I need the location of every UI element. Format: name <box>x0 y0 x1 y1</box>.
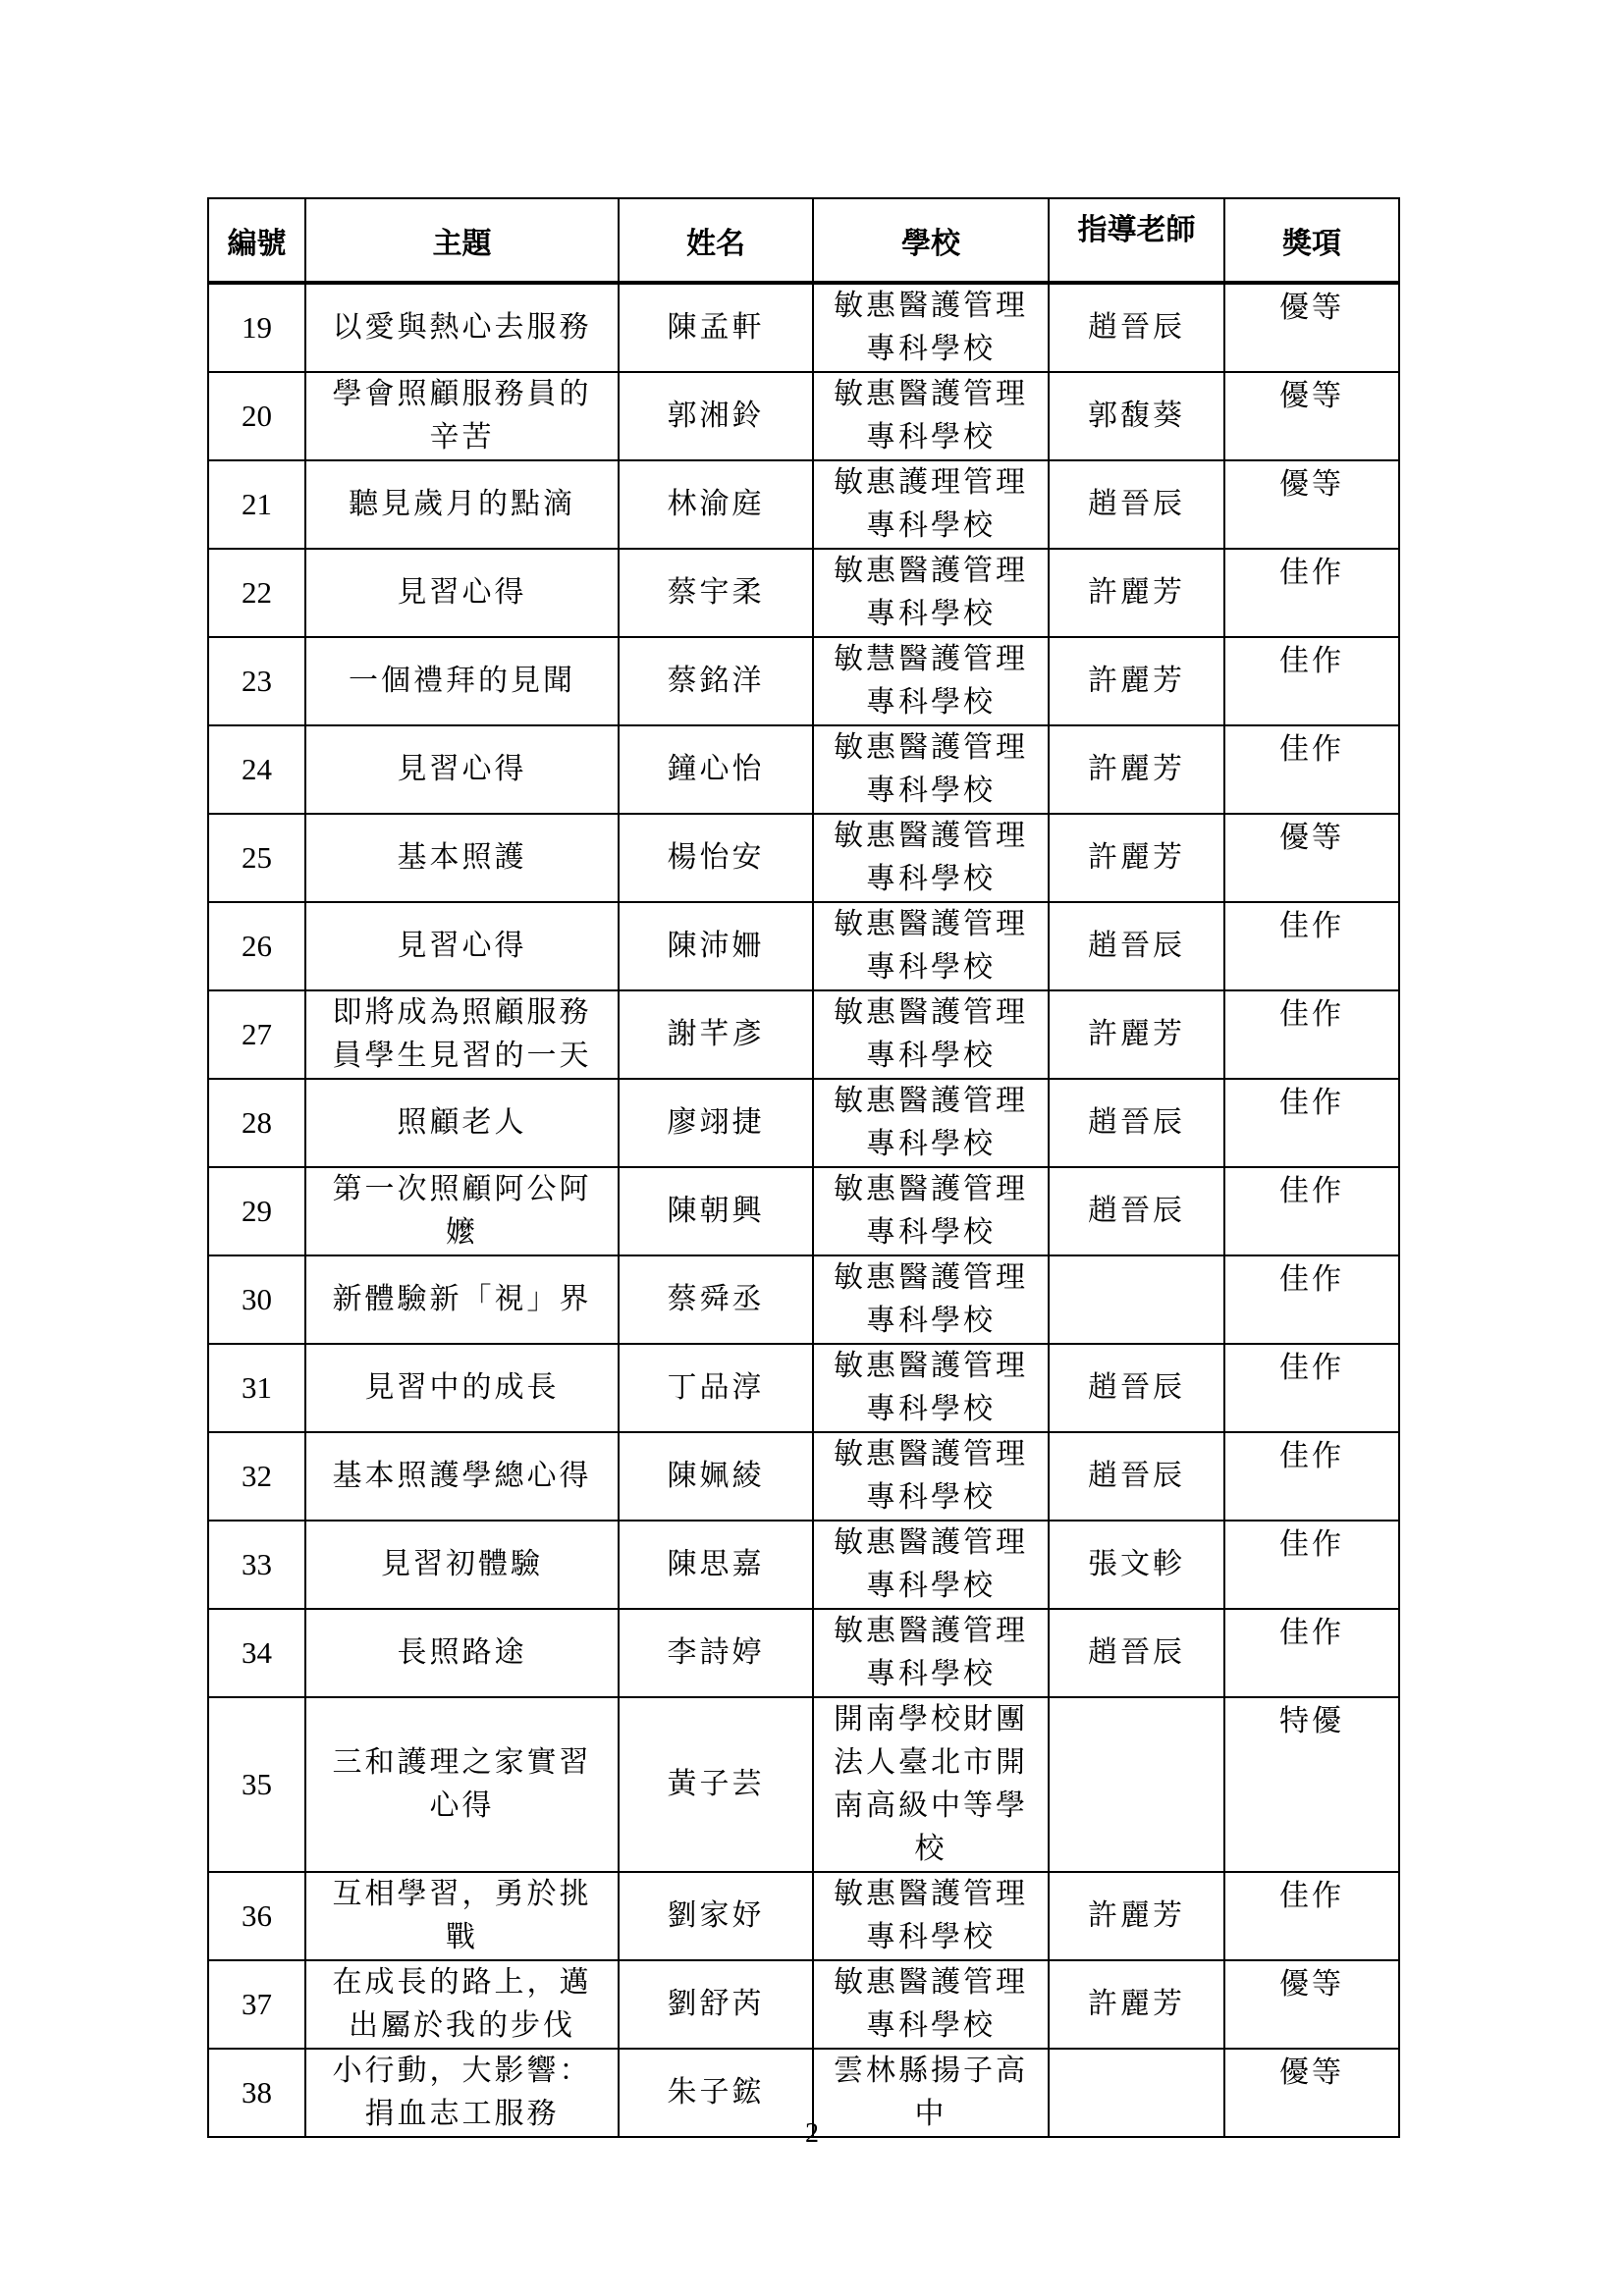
cell-award: 優等 <box>1224 460 1399 549</box>
cell-school: 敏惠醫護管理專科學校 <box>813 1432 1049 1521</box>
table-row <box>208 283 1399 372</box>
cell-id: 38 <box>208 2049 305 2137</box>
cell-topic: 第一次照顧阿公阿嬤 <box>305 1167 619 1255</box>
table-row <box>208 637 1399 725</box>
cell-topic: 基本照護學總心得 <box>305 1432 619 1521</box>
cell-topic: 見習心得 <box>305 725 619 814</box>
cell-school: 敏惠醫護管理專科學校 <box>813 1609 1049 1697</box>
cell-teacher: 許麗芳 <box>1049 814 1224 902</box>
table-row <box>208 814 1399 902</box>
cell-name: 朱子鋐 <box>619 2049 813 2137</box>
results-table <box>207 197 1400 2138</box>
cell-award: 佳作 <box>1224 1079 1399 1167</box>
cell-id: 29 <box>208 1167 305 1255</box>
page-number: 2 <box>805 2118 819 2149</box>
cell-school: 敏惠醫護管理專科學校 <box>813 902 1049 990</box>
table-row <box>208 902 1399 990</box>
cell-name: 謝芊彥 <box>619 990 813 1079</box>
cell-topic: 以愛與熱心去服務 <box>305 283 619 372</box>
table-row <box>208 1872 1399 1960</box>
cell-teacher: 許麗芳 <box>1049 549 1224 637</box>
cell-name: 廖翊捷 <box>619 1079 813 1167</box>
cell-name: 鐘心怡 <box>619 725 813 814</box>
cell-id: 35 <box>208 1697 305 1872</box>
cell-school: 敏惠醫護管理專科學校 <box>813 1521 1049 1609</box>
cell-award: 優等 <box>1224 1960 1399 2049</box>
cell-name: 蔡銘洋 <box>619 637 813 725</box>
cell-topic: 見習心得 <box>305 549 619 637</box>
cell-topic: 聽見歲月的點滴 <box>305 460 619 549</box>
cell-school: 敏惠醫護管理專科學校 <box>813 1344 1049 1432</box>
cell-name: 劉舒芮 <box>619 1960 813 2049</box>
cell-id: 33 <box>208 1521 305 1609</box>
cell-teacher: 趙晉辰 <box>1049 1079 1224 1167</box>
cell-name: 蔡舜丞 <box>619 1255 813 1344</box>
cell-award: 佳作 <box>1224 1872 1399 1960</box>
cell-id: 25 <box>208 814 305 902</box>
table-body <box>208 283 1399 2137</box>
cell-school: 敏惠醫護管理專科學校 <box>813 1255 1049 1344</box>
cell-award: 佳作 <box>1224 1521 1399 1609</box>
cell-name: 陳沛姍 <box>619 902 813 990</box>
cell-teacher: 趙晉辰 <box>1049 1167 1224 1255</box>
cell-topic: 照顧老人 <box>305 1079 619 1167</box>
cell-school: 敏惠醫護管理專科學校 <box>813 372 1049 460</box>
cell-award: 優等 <box>1224 372 1399 460</box>
cell-award: 佳作 <box>1224 637 1399 725</box>
cell-id: 37 <box>208 1960 305 2049</box>
cell-topic: 互相學習，勇於挑戰 <box>305 1872 619 1960</box>
cell-topic: 即將成為照顧服務員學生見習的一天 <box>305 990 619 1079</box>
table-row <box>208 1167 1399 1255</box>
cell-topic: 學會照顧服務員的辛苦 <box>305 372 619 460</box>
cell-school: 雲林縣揚子高中 <box>813 2049 1049 2137</box>
cell-topic: 基本照護 <box>305 814 619 902</box>
cell-school: 敏惠醫護管理專科學校 <box>813 1872 1049 1960</box>
table-row <box>208 460 1399 549</box>
cell-school: 敏惠醫護管理專科學校 <box>813 990 1049 1079</box>
cell-school: 敏惠醫護管理專科學校 <box>813 725 1049 814</box>
cell-award: 優等 <box>1224 814 1399 902</box>
cell-id: 36 <box>208 1872 305 1960</box>
table-row <box>208 1960 1399 2049</box>
table-row <box>208 372 1399 460</box>
cell-id: 31 <box>208 1344 305 1432</box>
cell-topic: 三和護理之家實習心得 <box>305 1697 619 1872</box>
cell-name: 蔡宇柔 <box>619 549 813 637</box>
cell-school: 敏惠醫護管理專科學校 <box>813 1167 1049 1255</box>
cell-award: 佳作 <box>1224 1344 1399 1432</box>
cell-id: 23 <box>208 637 305 725</box>
table-row <box>208 1432 1399 1521</box>
cell-award: 佳作 <box>1224 1255 1399 1344</box>
cell-id: 32 <box>208 1432 305 1521</box>
cell-name: 李詩婷 <box>619 1609 813 1697</box>
table-row <box>208 1521 1399 1609</box>
cell-name: 陳孟軒 <box>619 283 813 372</box>
cell-name: 陳朝興 <box>619 1167 813 1255</box>
cell-name: 陳姵綾 <box>619 1432 813 1521</box>
cell-award: 佳作 <box>1224 1167 1399 1255</box>
cell-award: 佳作 <box>1224 990 1399 1079</box>
cell-award: 佳作 <box>1224 725 1399 814</box>
cell-school: 敏惠醫護管理專科學校 <box>813 814 1049 902</box>
cell-school: 敏惠醫護管理專科學校 <box>813 1960 1049 2049</box>
cell-id: 34 <box>208 1609 305 1697</box>
header-row <box>208 198 1399 283</box>
cell-teacher: 張文軫 <box>1049 1521 1224 1609</box>
cell-teacher: 趙晉辰 <box>1049 283 1224 372</box>
table-row <box>208 990 1399 1079</box>
cell-topic: 見習心得 <box>305 902 619 990</box>
cell-name: 郭湘鈴 <box>619 372 813 460</box>
cell-topic: 見習初體驗 <box>305 1521 619 1609</box>
table-row <box>208 1344 1399 1432</box>
cell-teacher: 許麗芳 <box>1049 990 1224 1079</box>
cell-school: 敏惠醫護管理專科學校 <box>813 549 1049 637</box>
table-row <box>208 1255 1399 1344</box>
cell-school: 敏惠醫護管理專科學校 <box>813 1079 1049 1167</box>
cell-id: 27 <box>208 990 305 1079</box>
cell-teacher: 趙晉辰 <box>1049 1432 1224 1521</box>
table-row <box>208 1609 1399 1697</box>
cell-award: 佳作 <box>1224 549 1399 637</box>
cell-teacher: 許麗芳 <box>1049 637 1224 725</box>
cell-school: 開南學校財團法人臺北市開南高級中等學校 <box>813 1697 1049 1872</box>
cell-id: 22 <box>208 549 305 637</box>
cell-school: 敏惠護理管理專科學校 <box>813 460 1049 549</box>
cell-teacher <box>1049 1255 1224 1344</box>
header-id: 編號 <box>208 198 305 283</box>
cell-name: 丁品淳 <box>619 1344 813 1432</box>
cell-school: 敏慧醫護管理專科學校 <box>813 637 1049 725</box>
cell-id: 26 <box>208 902 305 990</box>
cell-award: 優等 <box>1224 2049 1399 2137</box>
table-row <box>208 725 1399 814</box>
cell-name: 楊怡安 <box>619 814 813 902</box>
cell-teacher: 趙晉辰 <box>1049 460 1224 549</box>
header-name: 姓名 <box>619 198 813 283</box>
cell-id: 24 <box>208 725 305 814</box>
header-teacher: 指導老師 <box>1049 198 1224 283</box>
table-header <box>208 198 1399 283</box>
cell-name: 劉家妤 <box>619 1872 813 1960</box>
table-row <box>208 1697 1399 1872</box>
cell-teacher: 許麗芳 <box>1049 725 1224 814</box>
cell-teacher: 趙晉辰 <box>1049 1609 1224 1697</box>
cell-topic: 新體驗新「視」界 <box>305 1255 619 1344</box>
table-row <box>208 1079 1399 1167</box>
cell-award: 佳作 <box>1224 1432 1399 1521</box>
cell-topic: 一個禮拜的見聞 <box>305 637 619 725</box>
cell-award: 優等 <box>1224 283 1399 372</box>
cell-name: 陳思嘉 <box>619 1521 813 1609</box>
cell-award: 佳作 <box>1224 1609 1399 1697</box>
cell-id: 28 <box>208 1079 305 1167</box>
cell-id: 21 <box>208 460 305 549</box>
cell-school: 敏惠醫護管理專科學校 <box>813 283 1049 372</box>
cell-id: 20 <box>208 372 305 460</box>
cell-topic: 見習中的成長 <box>305 1344 619 1432</box>
cell-award: 佳作 <box>1224 902 1399 990</box>
cell-topic: 小行動，大影響：捐血志工服務 <box>305 2049 619 2137</box>
cell-id: 30 <box>208 1255 305 1344</box>
cell-teacher <box>1049 1697 1224 1872</box>
table-row <box>208 549 1399 637</box>
cell-teacher: 郭馥葵 <box>1049 372 1224 460</box>
cell-teacher: 趙晉辰 <box>1049 902 1224 990</box>
cell-teacher: 趙晉辰 <box>1049 1344 1224 1432</box>
cell-name: 黃子芸 <box>619 1697 813 1872</box>
cell-teacher: 許麗芳 <box>1049 1960 1224 2049</box>
header-topic: 主題 <box>305 198 619 283</box>
cell-name: 林渝庭 <box>619 460 813 549</box>
cell-topic: 長照路途 <box>305 1609 619 1697</box>
header-school: 學校 <box>813 198 1049 283</box>
cell-id: 19 <box>208 283 305 372</box>
cell-teacher: 許麗芳 <box>1049 1872 1224 1960</box>
cell-award: 特優 <box>1224 1697 1399 1872</box>
cell-topic: 在成長的路上，邁出屬於我的步伐 <box>305 1960 619 2049</box>
header-award: 獎項 <box>1224 198 1399 283</box>
